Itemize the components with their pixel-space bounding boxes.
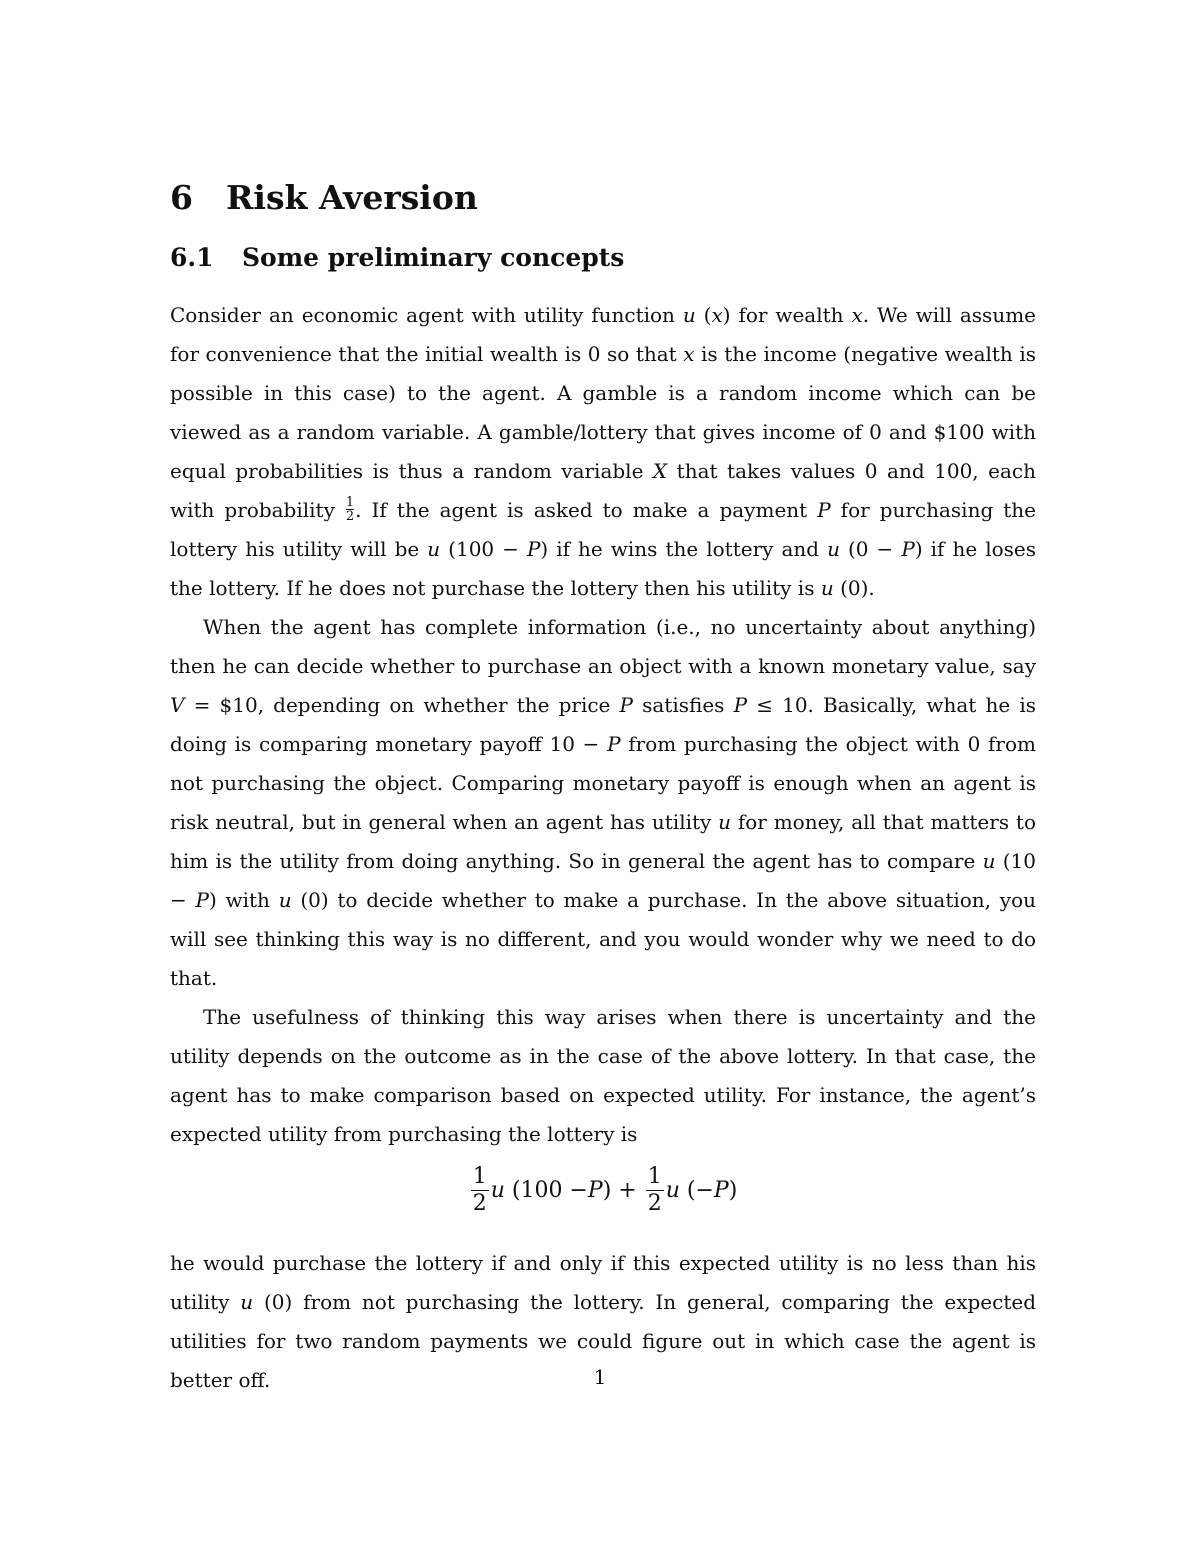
section-heading [170,178,478,218]
equation-text: $\frac{1}{2}$ u (100 − P ) + $\frac{1}{2}$ u (− P ) [472,1164,738,1216]
paragraph-1: Consider an economic agent with utility function u (x) for wealth x. We will assume for convenience that the initial wealth is 0 so that x is the income (negative wealth is possible in this case) to the agent. A gamble is a random income which can be viewed as a random variable. A gamble/lottery that gives income of 0 and $100 with equal probabilities is thus a random variable X that takes values 0 and 100, each with probability $\frac{1}{2}$ . If the agent is asked to make a payment P for purchasing the lottery his utility will be u (100 − P) if he wins the lottery and u (0 − P) if he loses the lottery. If he does not purchase the lottery then his utility is u (0). [170,303,1037,600]
section-number: 6 [170,178,193,217]
inline-fraction: $\frac{1}{2}$ [345,495,355,524]
display-equation [170,1154,1036,1244]
paragraph-4: he would purchase the lottery if and only if this expected utility is no less than his utility u (0) from not purchasing the lottery. In general, comparing the expected utilities for two random payments we could figure out in which case the agent is better off. [170,1251,1036,1392]
body-text [170,296,1036,1400]
paragraph-3: The usefulness of thinking this way arises when there is uncertainty and the utility depends on the outcome as in the case of the above lottery. In that case, the agent has to make comparison based on expected utility. For instance, the agent’s expected utility from purchasing the lottery is [170,1005,1036,1146]
subsection-title: Some preliminary concepts [242,243,625,272]
subsection-number: 6.1 [170,243,214,272]
section-title: Risk Aversion [226,178,478,217]
subsection-heading [170,242,624,274]
page-number: 1 [593,1365,607,1389]
fraction: $\frac{1}{2}$ [472,1164,487,1216]
fraction: $\frac{1}{2}$ [647,1164,662,1216]
paragraph-2: When the agent has complete information (i.e., no uncertainty about anything) then he can decide whether to purchase an object with a known monetary value, say V = $10, depending on whether the price P satisfies P ≤ 10. Basically, what he is doing is comparing monetary payoff 10 − P from purchasing the object with 0 from not purchasing the object. Comparing monetary payoff is enough when an agent is risk neutral, but in general when an agent has utility u for money, all that matters to him is the utility from doing anything. So in general the agent has to compare u (10 − P) with u (0) to decide whether to make a purchase. In the above situation, you will see thinking this way is no different, and you would wonder why we need to do that. [170,615,1036,990]
